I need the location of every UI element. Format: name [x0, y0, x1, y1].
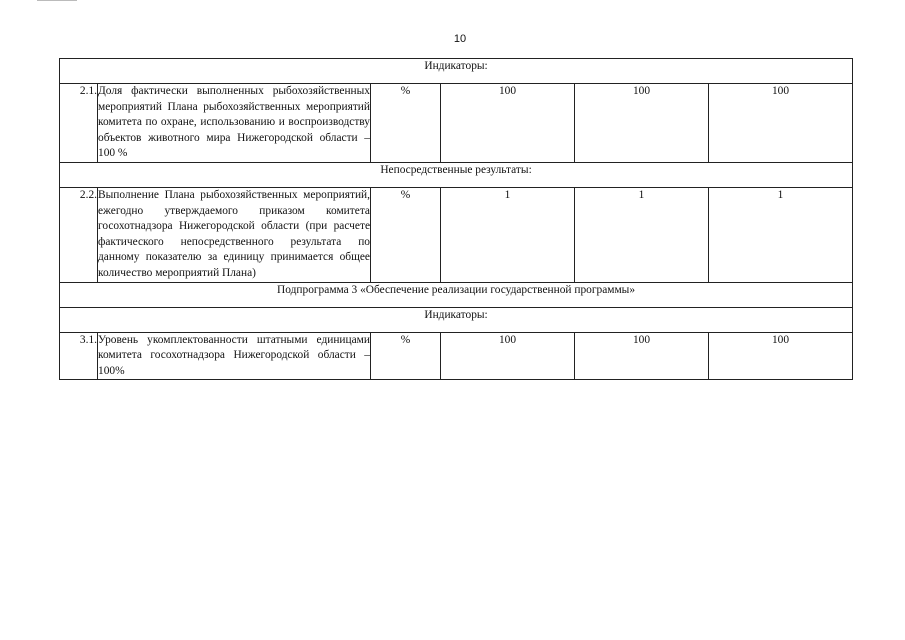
table-row [60, 332, 853, 380]
page-number: 10 [453, 33, 467, 45]
value-cell: 1 [575, 187, 709, 282]
section-row [60, 162, 853, 187]
section-title: Индикаторы: [60, 307, 853, 332]
unit-cell: % [371, 84, 441, 163]
value-cell: 100 [441, 84, 575, 163]
row-number: 2.2. [60, 187, 98, 282]
indicator-description: Уровень укомплектованности штатными единицами комитета госохотнадзора Нижегородской области – 100% [98, 332, 371, 380]
value-cell: 1 [441, 187, 575, 282]
indicator-description: Выполнение Плана рыбохозяйственных мероприятий, ежегодно утверждаемого приказом комитета госохотнадзора Нижегородской области (при расчете фактического непосредственного результата по данному показателю за единицу принимается общее количество мероприятий Плана) [98, 187, 371, 282]
indicators-table [59, 58, 853, 380]
indicator-description: Доля фактически выполненных рыбохозяйственных мероприятий Плана рыбохозяйственных мероприятий комитета по охране, использованию и воспроизводству объектов животного мира Нижегородской области – 100 % [98, 84, 371, 163]
unit-cell: % [371, 187, 441, 282]
table-row [60, 84, 853, 163]
row-number: 3.1. [60, 332, 98, 380]
value-cell: 100 [709, 84, 853, 163]
unit-cell: % [371, 332, 441, 380]
table-row [60, 187, 853, 282]
section-title: Индикаторы: [60, 59, 853, 84]
subprogram-title: Подпрограмма 3 «Обеспечение реализации государственной программы» [60, 282, 853, 307]
section-row [60, 307, 853, 332]
section-title: Непосредственные результаты: [60, 162, 853, 187]
value-cell: 100 [709, 332, 853, 380]
value-cell: 100 [441, 332, 575, 380]
section-row [60, 59, 853, 84]
value-cell: 100 [575, 84, 709, 163]
scan-edge-mark [37, 0, 77, 1]
row-number: 2.1. [60, 84, 98, 163]
section-row [60, 282, 853, 307]
value-cell: 100 [575, 332, 709, 380]
value-cell: 1 [709, 187, 853, 282]
